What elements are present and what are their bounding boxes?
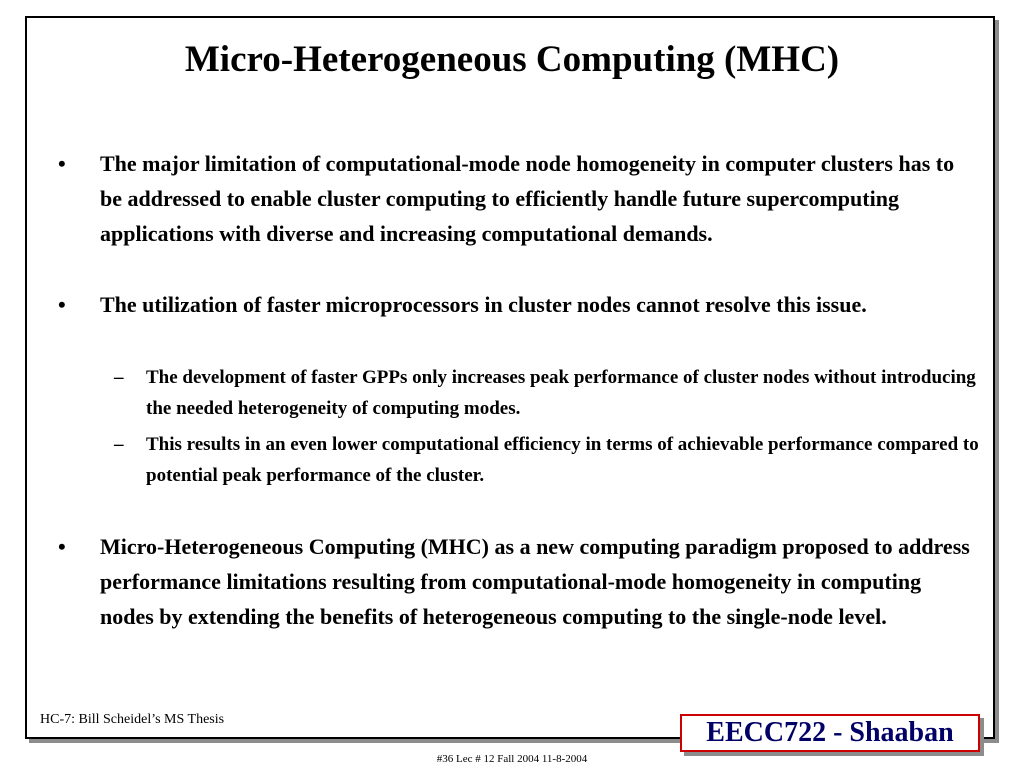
bullet-1 <box>58 146 980 251</box>
bullet-3 <box>58 529 980 634</box>
bullet-text: The utilization of faster microprocessors in cluster nodes cannot resolve this issue. <box>100 292 867 317</box>
course-badge <box>680 714 980 752</box>
sub-bullet-text: This results in an even lower computational efficiency in terms of achievable performance compared to potential peak performance of the cluster. <box>146 434 979 486</box>
bullet-text: Micro-Heterogeneous Computing (MHC) as a new computing paradigm proposed to address performance limitations resulting from computational-mode homogeneity in computing nodes by extending the benefits of heterogeneous computing to the single-node level. <box>100 534 970 629</box>
footer-slide-info: #36 Lec # 12 Fall 2004 11-8-2004 <box>436 753 588 765</box>
bullet-marker: • <box>58 151 66 176</box>
sub-bullet-2 <box>114 429 980 491</box>
course-badge-text: EECC722 - Shaaban <box>706 717 954 748</box>
slide-title: Micro-Heterogeneous Computing (MHC) <box>184 39 840 80</box>
sub-bullet-1 <box>114 362 980 424</box>
sub-bullet-marker: – <box>114 367 124 388</box>
bullet-marker: • <box>58 534 66 559</box>
bullet-2 <box>58 287 980 322</box>
sub-bullet-text: The development of faster GPPs only increases peak performance of cluster nodes without introducing the needed heterogeneity of computing modes. <box>146 367 976 419</box>
bullet-marker: • <box>58 292 66 317</box>
bullet-text: The major limitation of computational-mode node homogeneity in computer clusters has to be addressed to enable cluster computing to efficiently handle future supercomputing applications with diverse and increasing computational demands. <box>100 151 955 246</box>
sub-bullet-marker: – <box>114 434 124 455</box>
footer-thesis-label: HC-7: Bill Scheidel’s MS Thesis <box>40 712 225 727</box>
